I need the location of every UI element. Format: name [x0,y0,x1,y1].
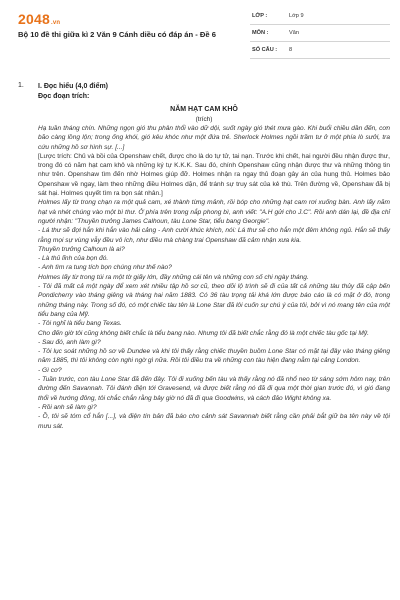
logo-text: 2048 [18,11,50,27]
meta-row-class [250,8,390,25]
dialogue-line: - Tôi nghĩ là tiểu bang Texas. [38,320,122,328]
meta-label: SỐ CÂU : [252,47,278,53]
story-subtitle: (trích) [195,116,213,123]
dialogue-line: - Tôi lục soát những hồ sơ về Dundee và khi tôi thấy rằng chiếc thuyền buồm Lone Star có mặt tại đây vào tháng giêng năm 1885, thì tôi không còn nghi ngờ gì nữa. Rồi tôi điều tra về những con tàu hiện đang nằm tại cảng London. [38,348,390,365]
meta-row-question-count [250,42,390,59]
meta-label: MÔN : [252,30,269,36]
dialogue-line: - Sau đó, anh làm gì? [38,338,101,346]
passage-paragraph: Hạ tuần tháng chín. Những ngọn gió thu phân thổi vào dữ dội, suốt ngày gió thét mưa gào. Khi buổi chiều dần đến, cơn bão càng lồng lộn; trong ống khói, gió kêu khóc như một đứa trẻ. Sherlock Holmes ngồi trầm tư ở một phía lò sưởi, tra cứu những hồ sơ hình sự. [...] [38,125,390,151]
document-title: Bộ 10 đề thi giữa kì 2 Văn 9 Cánh diều có đáp án - Đề 6 [18,30,216,39]
meta-value: Lớp 9 [289,13,304,19]
dialogue-line: - Lá thư sẽ đợi hắn khi hắn vào hải cảng - Anh cười khúc khích, nói: Lá thư sẽ cho hắn một đêm không ngủ. Hắn sẽ thấy rằng mọi sự vùng vẫy đều vô ích, như điều mà chàng trai Openshaw đã cảm nhận xưa kia. [38,227,390,244]
meta-table [250,8,390,59]
dialogue-line: - Tuần trước, con tàu Lone Star đã đến đây. Tôi đi xuống bến tàu và thấy rằng nó đã nhổ neo từ sáng sớm hôm nay, trên đường đến Savannah. Tôi đánh điện tới Gravesend, và được biết rằng nó đã đi qua một thời gian trước đó, vì gió đang thổi về hướng đông, tôi chắc chắn rằng bây giờ nó đã đi qua Goodwins, và cách đảo Wight không xa. [38,376,390,402]
story-title: NĂM HẠT CAM KHÔ [170,106,238,113]
meta-label: LỚP : [252,13,268,19]
section-title: I. Đọc hiểu (4,0 điểm) [38,83,109,90]
meta-value: Văn [289,30,299,36]
dialogue-line: - Tôi đã mất cả một ngày để xem xét nhiều tập hồ sơ cũ, theo dõi lộ trình sẽ đi của tất cả những tàu thủy đã cập bến Pondicherry vào tháng giêng và tháng hai năm 1883. Có 36 tàu trọng tải khá lớn được báo cáo là có mặt ở đó, trong những tháng này. Trong số đó, có một chiếc tàu tên là Lone Star đã lôi cuốn sự chú ý của tôi, bởi vì nó mang tên của một tiểu bang của Mỹ. [38,283,390,318]
meta-row-subject [250,25,390,42]
logo-suffix: .vn [50,20,61,26]
site-logo[interactable] [18,11,60,27]
question-number: 1. [18,82,24,89]
dialogue-line: - Là thủ lĩnh của bọn đó. [38,255,109,263]
document-header [0,0,400,68]
passage-paragraph: Cho đến giờ tôi cũng không biết chắc là tiểu bang nào. Nhưng tôi đã biết chắc rằng đó là một chiếc tàu gốc tại Mỹ. [38,329,369,337]
passage-paragraph: Holmes lấy từ trong chạn ra một quả cam, xé thành từng mảnh, rồi bóp cho những hạt cam rơi xuống bàn. Anh lấy năm hạt và nhét chúng vào một bì thư. Ở phía trên trong nắp phong bì, anh viết: "A.H gửi cho J.C". Rồi anh dán lại, đề địa chỉ người nhận: "Thuyền trưởng James Calhoun, tàu Lone Star, tiểu bang Georgie". [38,199,390,225]
instruction-text: Đọc đoạn trích: [38,93,90,100]
dialogue-line: - Gì cơ? [38,366,62,374]
passage-paragraph: Holmes lấy từ trong túi ra một tờ giấy lớn, đầy những cái tên và những con số chi ngày tháng. [38,273,309,281]
dialogue-line: - Ồ, tôi sẽ tóm cổ hắn [...], và điện tín bản đã báo cho cảnh sát Savannah biết rằng cần phải bắt giữ ba tên này về tội mưu sát. [38,413,390,430]
dialogue-line: - Rồi anh sẽ làm gì? [38,403,97,411]
dialogue-line: Thuyền trưởng Calhoun là ai? [38,245,125,253]
dialogue-line: - Anh tìm ra tung tích bọn chúng như thế nào? [38,264,172,272]
summary-paragraph: [Lược trích: Chủ và bồi của Openshaw chết, được cho là do tự tử, tai nạn. Trước khi chết, hai người đều nhận được thư, trong đó có năm hạt cam khô và những ký tự K.K.K. Sau đó, chính Openshaw cũng nhận được thư và những thông tin như trên. Openshaw tìm đến nhờ Holmes giúp đỡ. Holmes nhận ra ngay thủ đoạn gây án của hung thủ. Holmes bảo Openshaw về ngay, làm theo những điều Holmes dặn, để tránh sự truy sát của kẻ thù. Trên đường về, Openshaw đã bị sát hại. Holmes quyết tìm ra bọn sát nhân.] [38,152,390,198]
question-body [38,82,390,431]
meta-value: 8 [289,47,293,53]
